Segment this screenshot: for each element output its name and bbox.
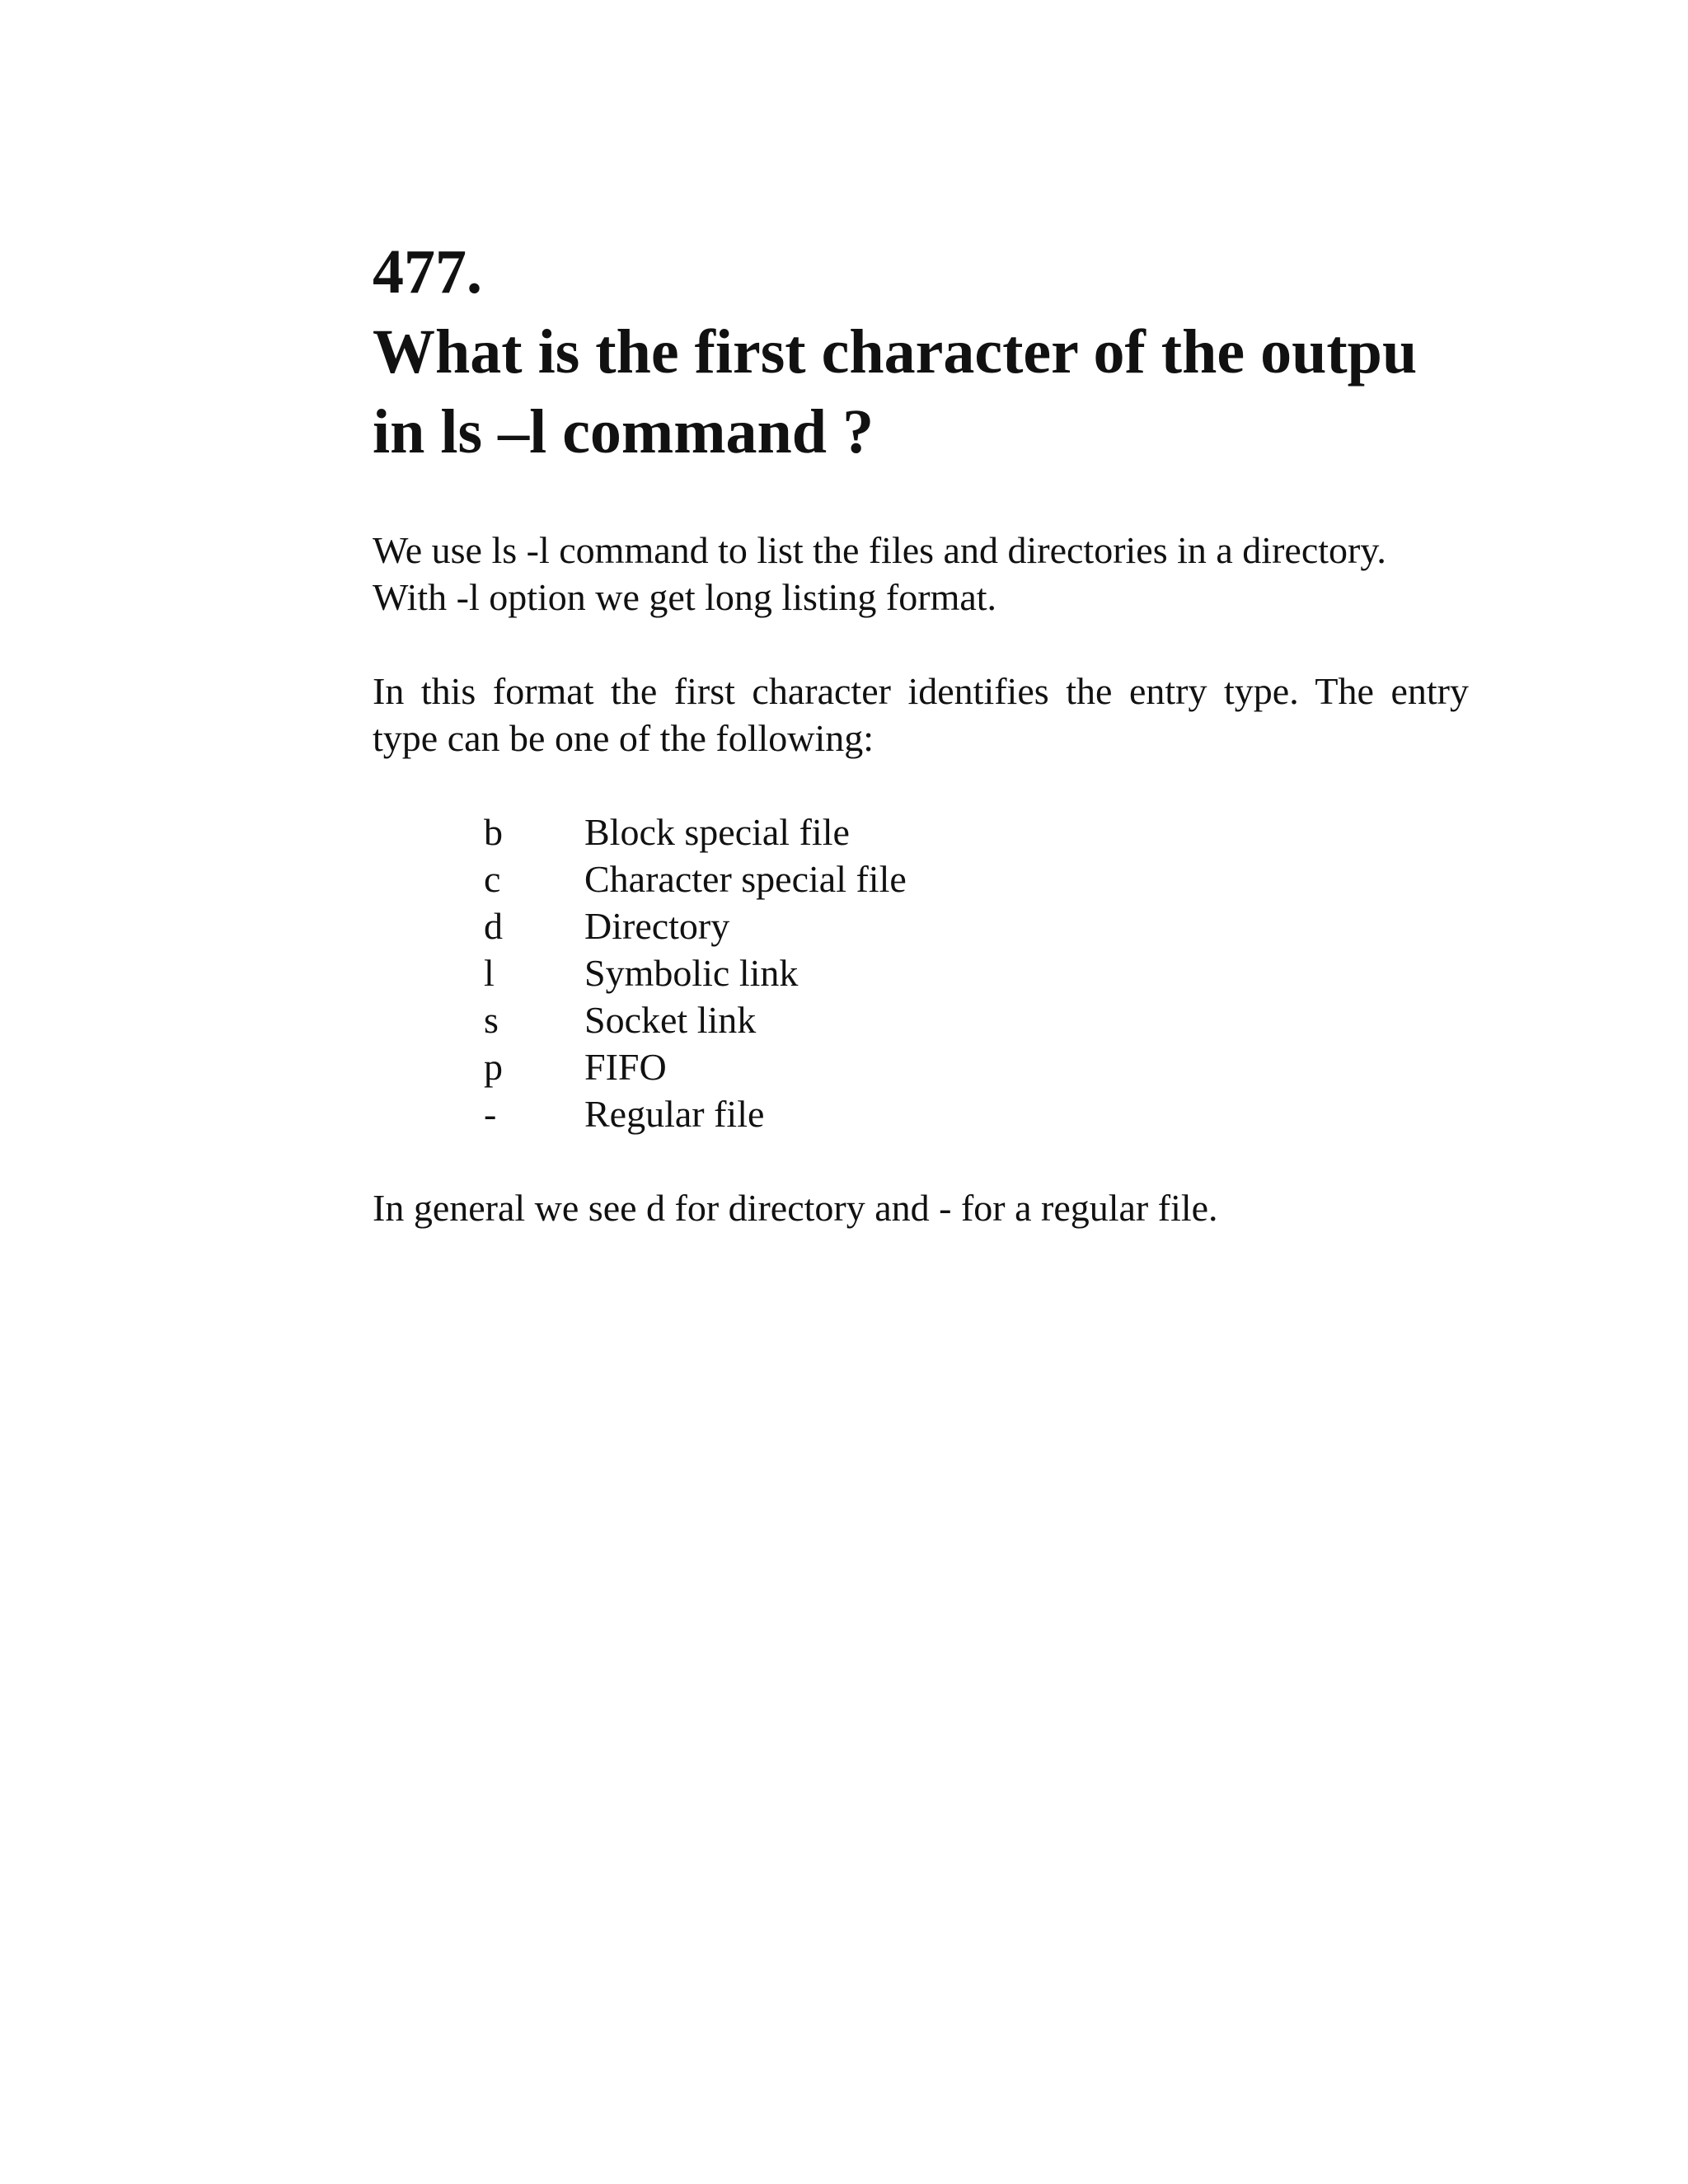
list-item xyxy=(373,949,1469,996)
intro-line-2: With -l option we get long listing format. xyxy=(373,576,997,618)
list-item xyxy=(373,902,1469,949)
list-item xyxy=(373,1043,1469,1090)
question-number: 477. xyxy=(373,237,482,307)
entry-type-code: l xyxy=(484,952,495,994)
list-item xyxy=(373,808,1469,855)
entry-type-code: s xyxy=(484,999,499,1041)
entry-type-code: c xyxy=(484,858,501,900)
entry-type-line-2: type can be one of the following: xyxy=(373,717,874,759)
entry-type-label: Directory xyxy=(584,905,730,947)
entry-type-code: b xyxy=(484,811,503,853)
question-title-line-1: What is the first character of the outpu xyxy=(373,317,1418,387)
question-heading xyxy=(373,232,1469,472)
entry-type-paragraph xyxy=(373,668,1469,762)
list-item xyxy=(373,996,1469,1043)
list-item xyxy=(373,1090,1469,1137)
entry-type-label: Socket link xyxy=(584,999,757,1041)
intro-paragraph xyxy=(373,527,1469,621)
entry-type-label: FIFO xyxy=(584,1046,667,1088)
entry-type-list xyxy=(373,808,1469,1137)
entry-type-line-1: In this format the first character identifies the entry type. The entry xyxy=(373,670,1469,712)
entry-type-code: p xyxy=(484,1046,503,1088)
entry-type-code: d xyxy=(484,905,503,947)
document-content xyxy=(373,232,1469,1231)
entry-type-label: Symbolic link xyxy=(584,952,799,994)
entry-type-label: Regular file xyxy=(584,1093,765,1135)
entry-type-code: - xyxy=(484,1093,497,1135)
intro-line-1: We use ls -l command to list the files and directories in a directory. xyxy=(373,529,1386,571)
question-title-line-2: in ls –l command ? xyxy=(373,397,874,466)
conclusion-paragraph: In general we see d for directory and - for a regular file. xyxy=(373,1187,1218,1229)
entry-type-label: Character special file xyxy=(584,858,907,900)
entry-type-label: Block special file xyxy=(584,811,850,853)
list-item xyxy=(373,855,1469,902)
